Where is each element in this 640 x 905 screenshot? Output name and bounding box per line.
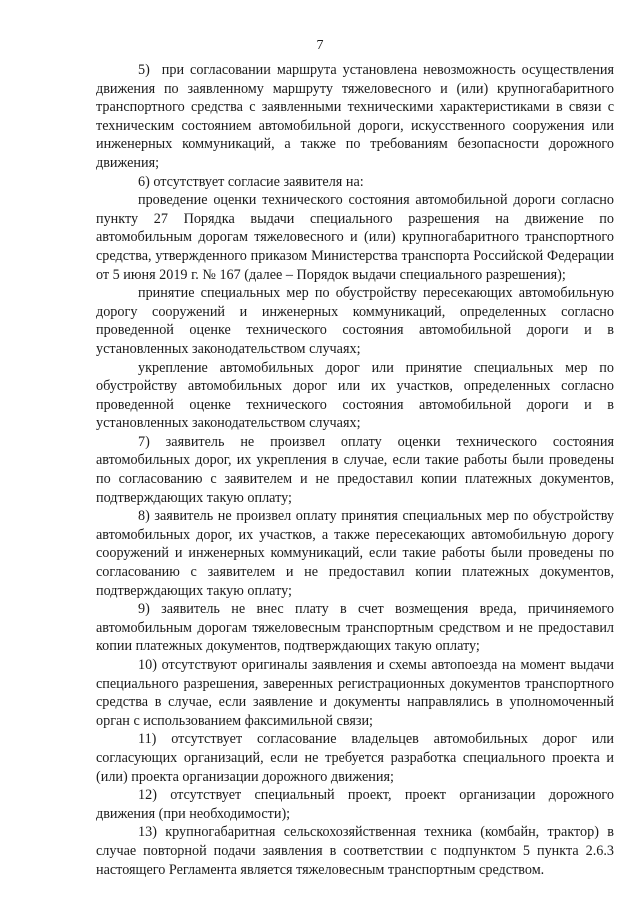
paragraph-item-6: 6) отсутствует согласие заявителя на: <box>138 173 364 190</box>
paragraph-item-13: 13) крупногабаритная сельскохозяйственная техника (комбайн, трактор) в случае повторной подачи заявления в соответствии с подпунктом 5 пункта 2.6.3 настоящего Регламента является тяжеловесным транспортным средством. <box>96 824 614 878</box>
paragraph-item-5: 5) при согласовании маршрута установлена невозможность осуществления движения по заявленному маршруту тяжеловесного и (или) крупногабаритного транспортного средства с заявленными техническими характеристиками в связи с техническим состоянием автомобильной дороги, искусственного сооружения или инженерных коммуникаций, а также по требованиям безопасности дорожного движения; <box>96 62 614 171</box>
paragraph-item-9: 9) заявитель не внес плату в счет возмещения вреда, причиняемого автомобильным дорогам тяжеловесным транспортным средством и не предоставил копии платежных документов, подтверждающих такую оплату; <box>96 601 614 655</box>
paragraph-subitem-reinforcement: укрепление автомобильных дорог или принятие специальных мер по обустройству автомобильных дорог или их участков, определенных согласно проведенной оценке технического состояния автомобильной дороги и в установленных законодательством случаях; <box>96 359 614 432</box>
paragraph-item-8: 8) заявитель не произвел оплату принятия специальных мер по обустройству автомобильных дорог, их участков, а также пересекающих автомобильную дорогу сооружений и инженерных коммуникаций, если такие работы были проведены по согласованию с заявителем и не предоставил копии платежных документов, подтверждающих такую оплату; <box>96 508 614 599</box>
document-body <box>96 61 614 879</box>
paragraph-item-7: 7) заявитель не произвел оплату оценки технического состояния автомобильных дорог, их укрепления в случае, если такие работы были проведены по согласованию с заявителем и не предоставил копии платежных документов, подтверждающих такую оплату; <box>96 433 614 506</box>
page-number: 7 <box>316 38 324 53</box>
paragraph-item-11: 11) отсутствует согласование владельцев автомобильных дорог или согласующих организаций, если не требуется разработка специального проекта и (или) проекта организации дорожного движения; <box>96 731 614 785</box>
paragraph-subitem-special-measures: принятие специальных мер по обустройству пересекающих автомобильную дорогу сооружений и инженерных коммуникаций, определенных согласно проведенной оценке технического состояния автомобильной дороги и в установленных законодательством случаях; <box>96 285 614 357</box>
paragraph-item-12: 12) отсутствует специальный проект, проект организации дорожного движения (при необходимости); <box>96 787 614 822</box>
paragraph-item-10: 10) отсутствуют оригиналы заявления и схемы автопоезда на момент выдачи специального разрешения, заверенных регистрационных документов транспортного средства в случае, если заявление и документы направлялись в уполномоченный орган с использованием факсимильной связи; <box>96 657 614 729</box>
paragraph-subitem-assessment: проведение оценки технического состояния автомобильной дороги согласно пункту 27 Порядка выдачи специального разрешения на движение по автомобильным дорогам тяжеловесного и (или) крупногабаритного транспортного средства, утвержденного приказом Министерства транспорта Российской Федерации от 5 июня 2019 г. № 167 (далее – Порядок выдачи специального разрешения); <box>96 192 614 283</box>
